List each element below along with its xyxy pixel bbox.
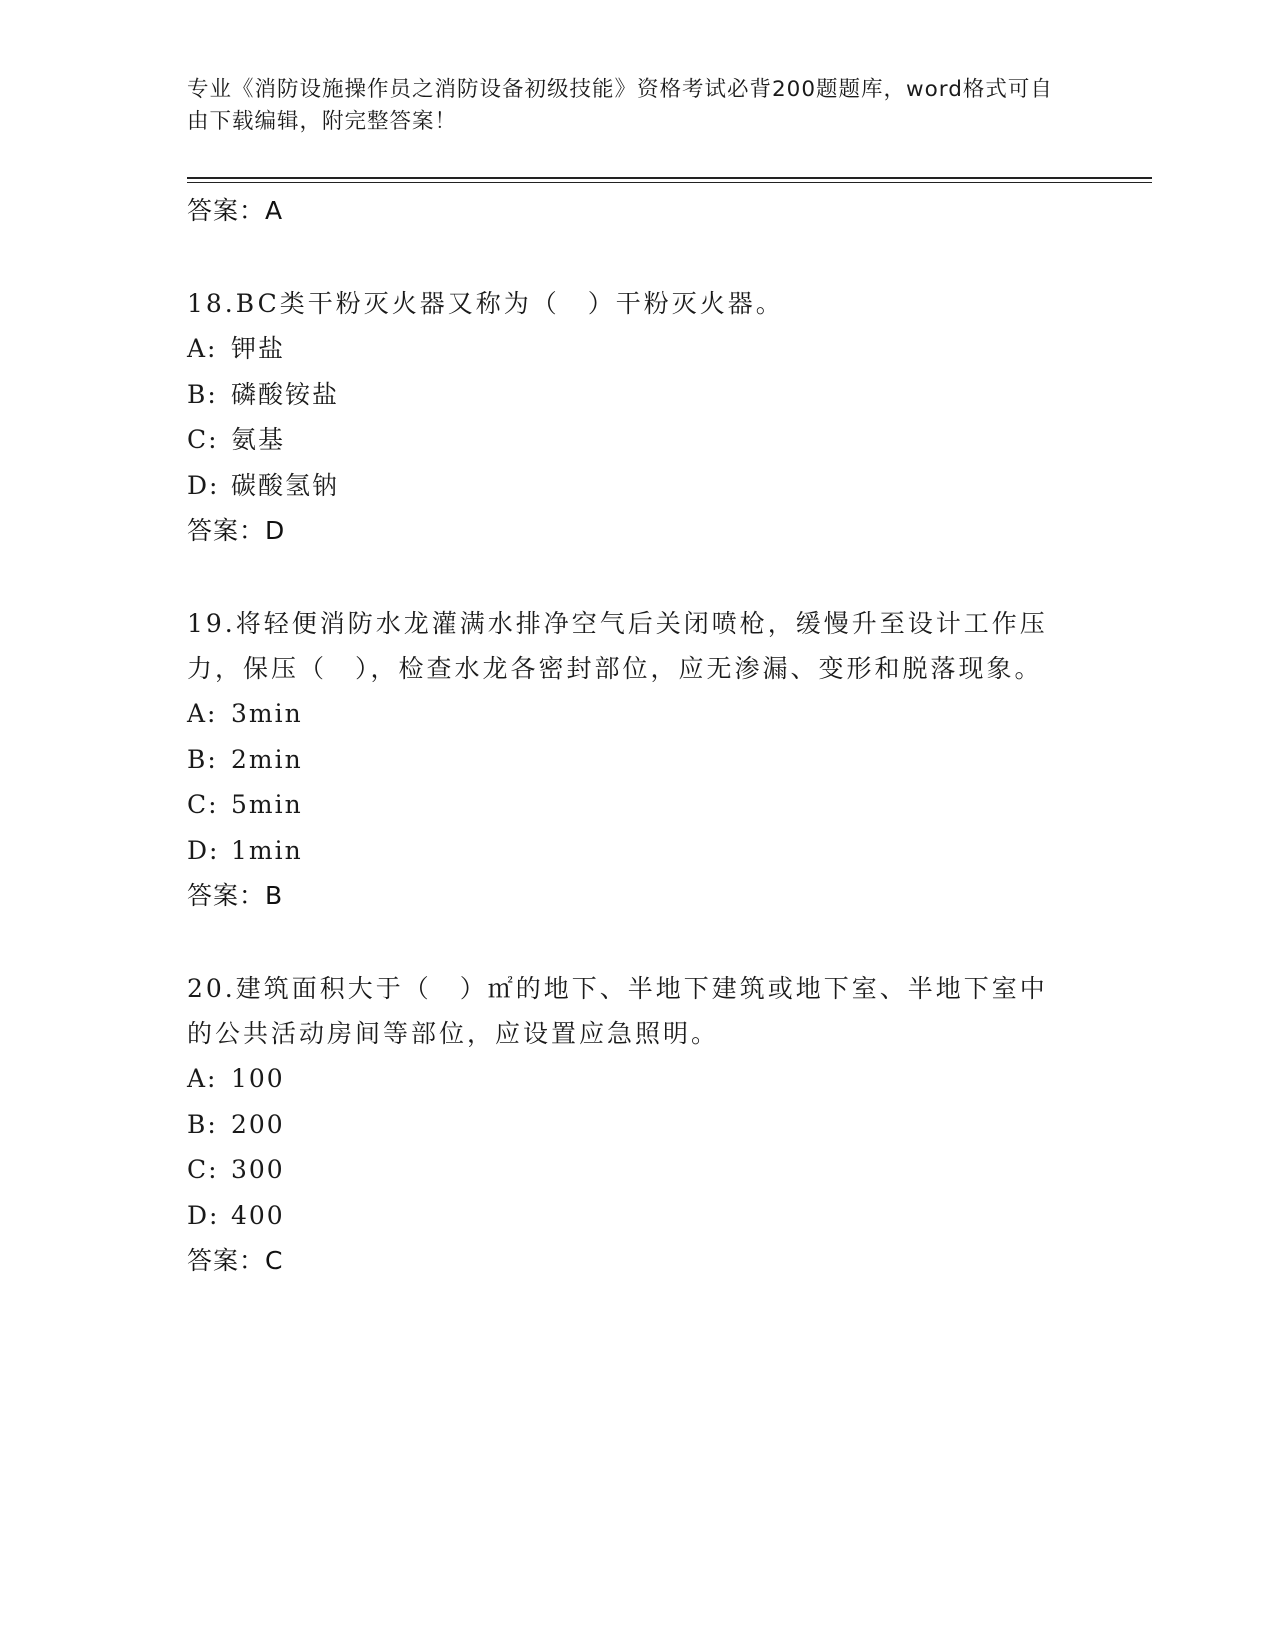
option-d <box>187 1193 1067 1239</box>
option-c <box>187 417 1067 463</box>
option-text: 300 <box>231 1155 285 1184</box>
option-label: A: <box>187 334 218 363</box>
option-text: 氨基 <box>231 425 286 454</box>
option-c <box>187 1147 1067 1193</box>
option-label: C: <box>187 1155 219 1184</box>
option-d <box>187 828 1067 874</box>
question-stem: 19.将轻便消防水龙灌满水排净空气后关闭喷枪，缓慢升至设计工作压力，保压（ ），检查水龙各密封部位，应无渗漏、变形和脱落现象。 <box>187 609 1048 683</box>
option-text: 400 <box>231 1200 285 1230</box>
option-label: D: <box>187 835 220 865</box>
option-a <box>187 1056 1067 1102</box>
option-label: B: <box>187 379 218 409</box>
option-text: 3min <box>231 699 303 728</box>
option-text: 200 <box>231 1109 285 1139</box>
option-b <box>187 1102 1067 1148</box>
option-text: 钾盐 <box>231 334 286 363</box>
document-header: 专业《消防设施操作员之消防设备初级技能》资格考试必背200题题库，word格式可自由下载编辑，附完整答案！ <box>187 77 1053 134</box>
option-c <box>187 782 1067 828</box>
option-label: D: <box>187 1200 220 1230</box>
option-label: C: <box>187 425 219 454</box>
option-b <box>187 372 1067 418</box>
option-label: A: <box>187 1064 218 1093</box>
option-text: 1min <box>231 835 303 865</box>
header-rule-thin <box>187 182 1152 183</box>
option-text: 碳酸氢钠 <box>231 470 340 500</box>
option-text: 磷酸铵盐 <box>231 379 340 409</box>
option-a <box>187 691 1067 737</box>
option-label: A: <box>187 699 218 728</box>
option-text: 100 <box>231 1064 285 1093</box>
question-block-19 <box>187 601 1067 918</box>
answer-line: 答案：D <box>187 516 286 545</box>
question-stem: 20.建筑面积大于（ ）㎡的地下、半地下建筑或地下室、半地下室中的公共活动房间等部位，应设置应急照明。 <box>187 974 1048 1048</box>
header-rule-thick <box>187 177 1152 179</box>
option-label: D: <box>187 470 220 500</box>
option-text: 2min <box>231 744 303 774</box>
option-label: B: <box>187 1109 218 1139</box>
option-text: 5min <box>231 790 303 819</box>
option-a <box>187 326 1067 372</box>
previous-answer: 答案：A <box>187 196 284 225</box>
question-list <box>187 188 1067 1283</box>
option-d <box>187 463 1067 509</box>
answer-line: 答案：C <box>187 1246 284 1275</box>
option-b <box>187 737 1067 783</box>
question-block-18 <box>187 281 1067 553</box>
answer-line: 答案：B <box>187 881 284 910</box>
question-stem: 18.BC类干粉灭火器又称为（ ）干粉灭火器。 <box>187 289 784 318</box>
option-label: B: <box>187 744 218 774</box>
option-label: C: <box>187 790 219 819</box>
question-block-20 <box>187 966 1067 1283</box>
